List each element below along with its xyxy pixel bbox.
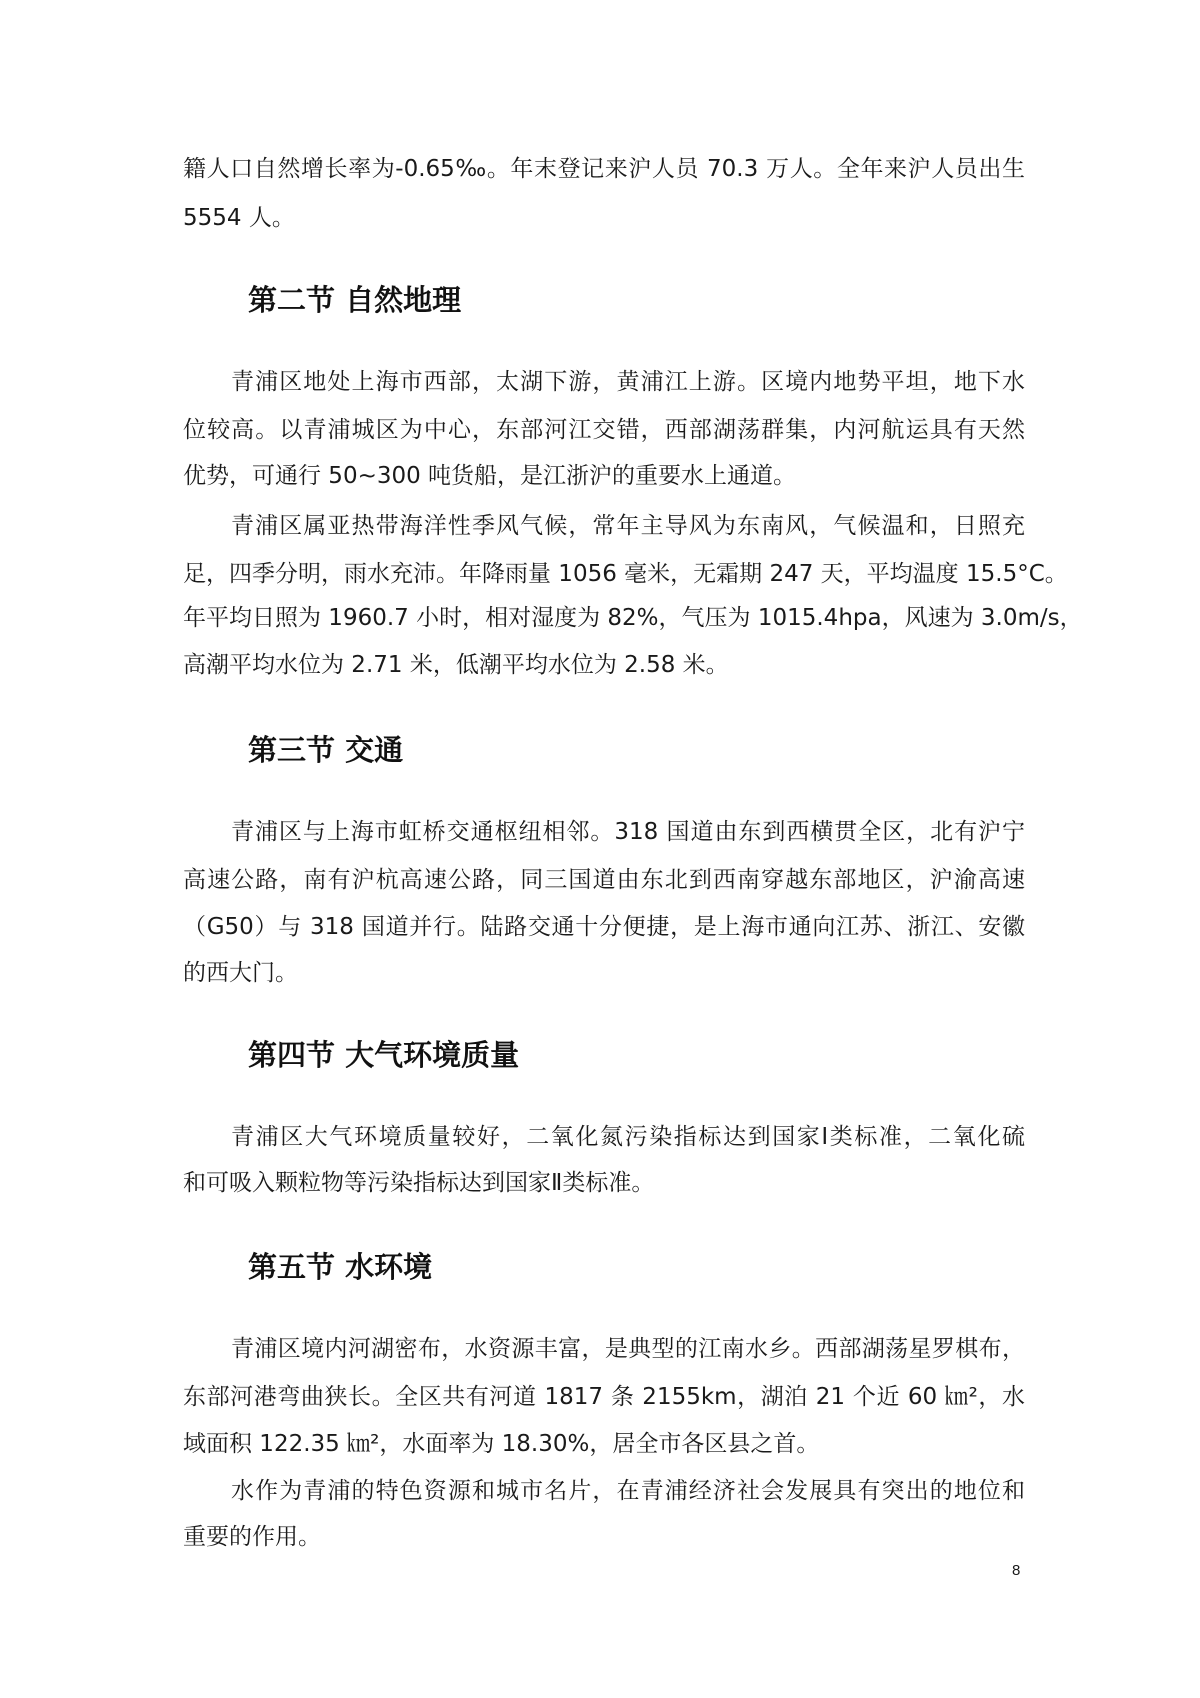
body-text-line: 的西大门。 (183, 960, 298, 986)
body-text-line: 域面积 122.35 ㎞²，水面率为 18.30%，居全市各区县之首。 (183, 1431, 820, 1457)
body-text-line: 优势，可通行 50~300 吨货船，是江浙沪的重要水上通道。 (183, 463, 797, 489)
body-text-line: 高潮平均水位为 2.71 米，低潮平均水位为 2.58 米。 (183, 652, 729, 678)
page-number: 8 (1012, 1562, 1021, 1579)
body-text-line: 青浦区大气环境质量较好，二氧化氮污染指标达到国家Ⅰ类标准，二氧化硫 (231, 1124, 1025, 1150)
body-text-line: 青浦区与上海市虹桥交通枢纽相邻。318 国道由东到西横贯全区，北有沪宁 (231, 819, 1025, 845)
section-heading: 第二节 自然地理 (248, 283, 462, 317)
body-text-line: 水作为青浦的特色资源和城市名片，在青浦经济社会发展具有突出的地位和 (231, 1478, 1025, 1504)
body-text-line: 东部河港弯曲狭长。全区共有河道 1817 条 2155km，湖泊 21 个近 60 ㎞²，水 (183, 1384, 1025, 1410)
body-text-line: 年平均日照为 1960.7 小时，相对湿度为 82%，气压为 1015.4hpa，风速为 3.0m/s， (183, 605, 1083, 631)
body-text-line: 和可吸入颗粒物等污染指标达到国家Ⅱ类标准。 (183, 1170, 655, 1196)
body-text-line: （G50）与 318 国道并行。陆路交通十分便捷，是上海市通向江苏、浙江、安徽 (183, 914, 1025, 940)
section-heading: 第四节 大气环境质量 (248, 1038, 520, 1072)
body-text-line: 位较高。以青浦城区为中心，东部河江交错，西部湖荡群集，内河航运具有天然 (183, 417, 1025, 443)
body-text-line: 青浦区境内河湖密布，水资源丰富，是典型的江南水乡。西部湖荡星罗棋布， (231, 1336, 1025, 1362)
body-text-line: 青浦区地处上海市西部，太湖下游，黄浦江上游。区境内地势平坦，地下水 (231, 369, 1025, 395)
body-text-line: 青浦区属亚热带海洋性季风气候，常年主导风为东南风，气候温和，日照充 (231, 513, 1025, 539)
section-heading: 第五节 水环境 (248, 1250, 433, 1284)
body-text-line: 籍人口自然增长率为-0.65‰。年末登记来沪人员 70.3 万人。全年来沪人员出生 (183, 156, 1025, 182)
body-text-line: 重要的作用。 (183, 1524, 321, 1550)
body-text-line: 5554 人。 (183, 205, 295, 231)
body-text-line: 高速公路，南有沪杭高速公路，同三国道由东北到西南穿越东部地区，沪渝高速 (183, 867, 1025, 893)
body-text-line: 足，四季分明，雨水充沛。年降雨量 1056 毫米，无霜期 247 天，平均温度 15.5°C。 (183, 561, 1068, 587)
section-heading: 第三节 交通 (248, 733, 404, 767)
